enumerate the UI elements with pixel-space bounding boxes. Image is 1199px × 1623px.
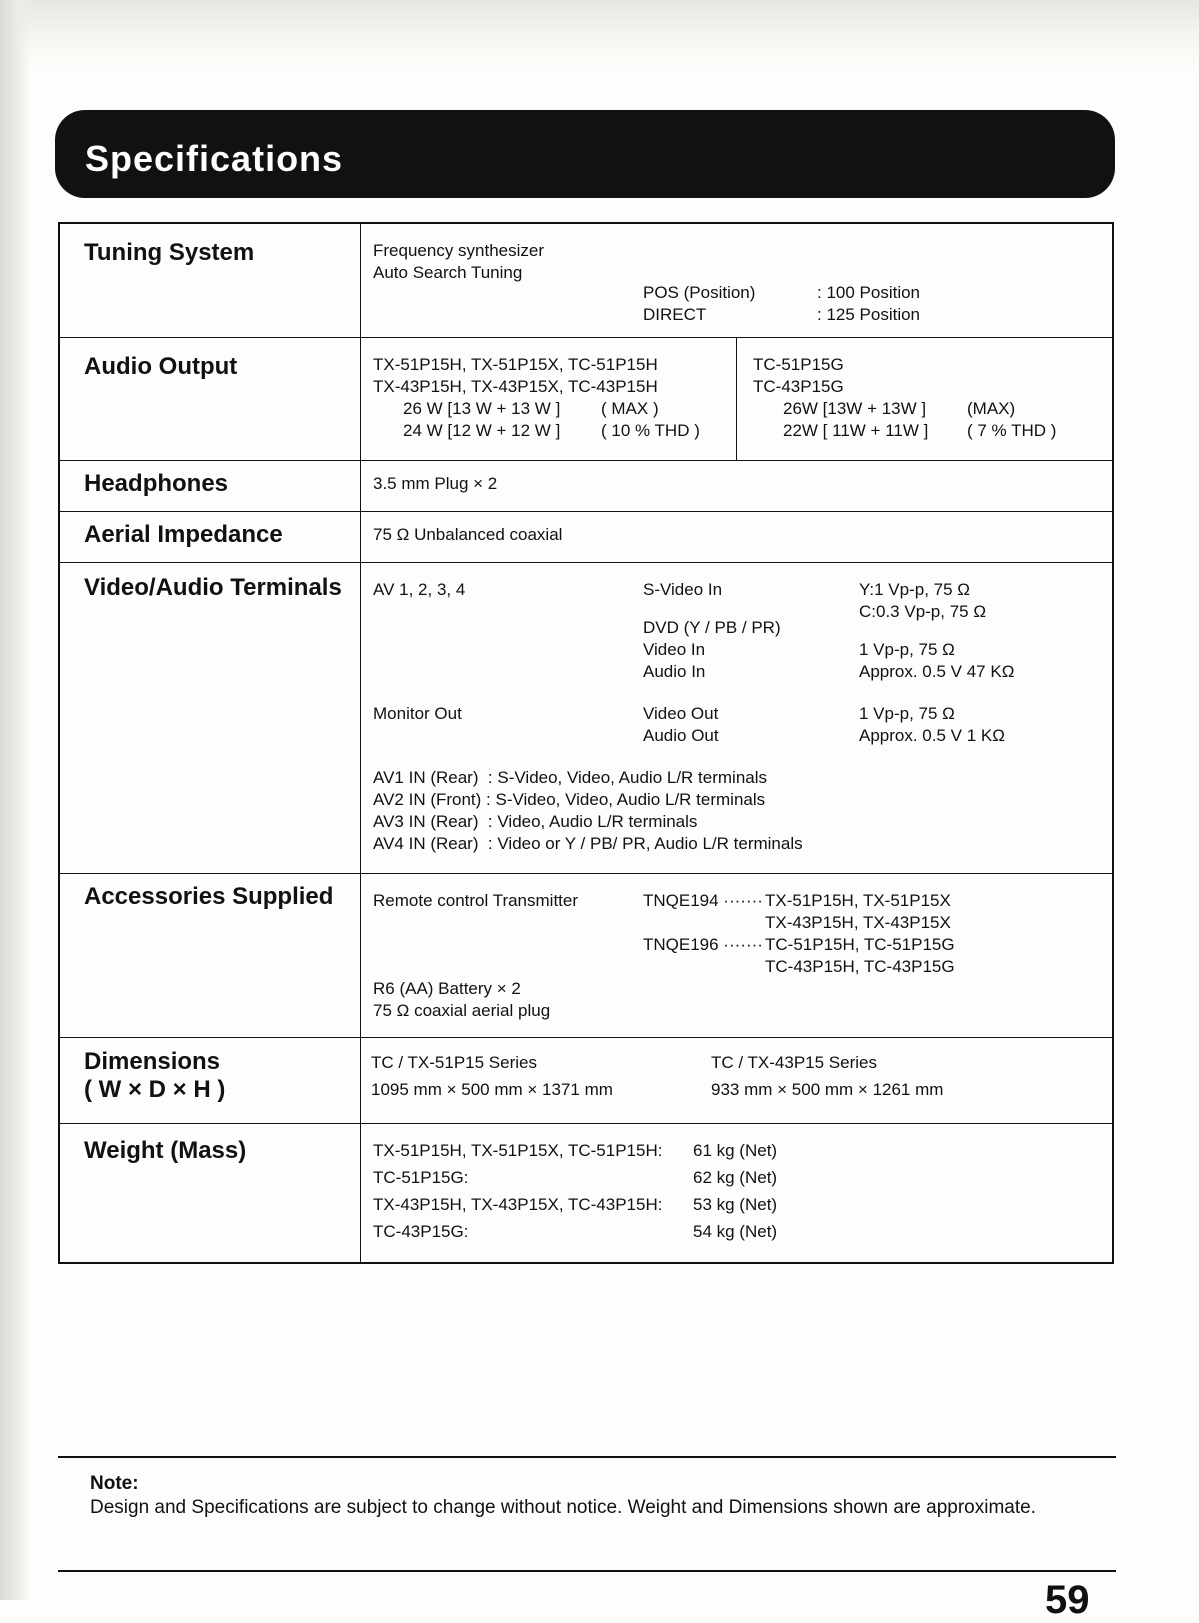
label-cell xyxy=(59,563,361,874)
terminals-svideo-y: Y:1 Vp-p, 75 Ω xyxy=(859,580,970,599)
note-top-rule xyxy=(58,1456,1116,1458)
audio-right-power1: 26W [13W + 13W ] xyxy=(783,399,927,418)
weight-model: TC-51P15G: xyxy=(373,1168,469,1187)
direct-value: : 125 Position xyxy=(817,305,921,324)
weight-model: TC-43P15G: xyxy=(373,1222,469,1241)
accessories-plug: 75 Ω coaxial aerial plug xyxy=(373,1001,551,1020)
row-label: Video/Audio Terminals xyxy=(84,574,342,601)
note-title: Note: xyxy=(90,1473,139,1494)
label-cell xyxy=(59,461,361,512)
terminals-av3: AV3 IN (Rear) : Video, Audio L/R terminals xyxy=(373,812,698,831)
row-label: Audio Output xyxy=(84,353,238,380)
audio-right-cond1: (MAX) xyxy=(967,399,1016,418)
label-cell xyxy=(59,338,361,461)
tuning-line2: Auto Search Tuning xyxy=(373,263,523,282)
row-label: Headphones xyxy=(84,470,229,497)
note-bottom-rule xyxy=(58,1570,1116,1572)
audio-right-models1: TC-51P15G xyxy=(753,355,844,374)
weight-value: 54 kg (Net) xyxy=(693,1222,778,1241)
terminals-audio-out: Audio Out xyxy=(643,726,719,745)
dimensions-label: Dimensions xyxy=(84,1048,221,1075)
value-cell xyxy=(361,874,1114,1038)
specifications-table xyxy=(58,222,1114,1264)
dimensions-series2: TC / TX-43P15 Series xyxy=(711,1053,877,1072)
scan-shading-left xyxy=(0,0,30,1600)
pos-value: : 100 Position xyxy=(817,283,921,302)
dimensions-value2: 933 mm × 500 mm × 1261 mm xyxy=(711,1080,944,1099)
terminals-svideo-c: C:0.3 Vp-p, 75 Ω xyxy=(859,602,987,621)
terminals-svideo-in: S-Video In xyxy=(643,580,723,599)
accessories-tnqe194: TNQE194 ······· xyxy=(643,891,763,910)
terminals-monitor-out: Monitor Out xyxy=(373,704,462,723)
pos-label: POS (Position) xyxy=(643,283,756,302)
page-title: Specifications xyxy=(85,138,344,179)
label-cell xyxy=(59,1124,361,1264)
terminals-audio-out-value: Approx. 0.5 V 1 KΩ xyxy=(859,726,1005,745)
row-audio-output xyxy=(59,338,1113,461)
terminals-dvd: DVD (Y / PB / PR) xyxy=(643,618,781,637)
page-number: 59 xyxy=(1045,1578,1090,1622)
audio-right-models2: TC-43P15G xyxy=(753,377,844,396)
accessories-tnqe196: TNQE196 ······· xyxy=(643,935,763,954)
row-label: Weight (Mass) xyxy=(84,1137,247,1164)
weight-model: TX-51P15H, TX-51P15X, TC-51P15H: xyxy=(373,1141,663,1160)
accessories-tnqe194-models1: TX-51P15H, TX-51P15X xyxy=(765,891,951,910)
weight-value: 62 kg (Net) xyxy=(693,1168,778,1187)
direct-label: DIRECT xyxy=(643,305,707,324)
row-label: Aerial Impedance xyxy=(84,521,283,548)
terminals-video-out-value: 1 Vp-p, 75 Ω xyxy=(859,704,955,723)
accessories-tnqe194-models2: TX-43P15H, TX-43P15X xyxy=(765,913,951,932)
label-cell xyxy=(59,223,361,338)
value-cell xyxy=(361,1124,1114,1264)
value-cell xyxy=(361,563,1114,874)
tuning-line1: Frequency synthesizer xyxy=(373,241,545,260)
aerial-value: 75 Ω Unbalanced coaxial xyxy=(373,525,563,544)
dimensions-series1: TC / TX-51P15 Series xyxy=(371,1053,537,1072)
accessories-tnqe196-models2: TC-43P15H, TC-43P15G xyxy=(765,957,955,976)
terminals-audio-in: Audio In xyxy=(643,662,706,681)
row-label xyxy=(60,1038,360,1104)
row-video-audio-terminals xyxy=(59,563,1113,874)
row-label: Accessories Supplied xyxy=(84,883,334,910)
terminals-video-out: Video Out xyxy=(643,704,719,723)
audio-left-cond2: ( 10 % THD ) xyxy=(601,421,700,440)
label-cell xyxy=(59,874,361,1038)
audio-left-models1: TX-51P15H, TX-51P15X, TC-51P15H xyxy=(373,355,658,374)
accessories-tnqe196-models1: TC-51P15H, TC-51P15G xyxy=(765,935,955,954)
row-weight xyxy=(59,1124,1113,1264)
audio-left-power1: 26 W [13 W + 13 W ] xyxy=(403,399,561,418)
audio-left-power2: 24 W [12 W + 12 W ] xyxy=(403,421,561,440)
value-cell xyxy=(361,512,1114,563)
value-cell xyxy=(361,1038,1114,1124)
dimensions-value1: 1095 mm × 500 mm × 1371 mm xyxy=(371,1080,613,1099)
value-cell xyxy=(361,223,1114,338)
row-headphones xyxy=(59,461,1113,512)
terminals-video-in-value: 1 Vp-p, 75 Ω xyxy=(859,640,955,659)
note-text: Design and Specifications are subject to change without notice. Weight and Dimensions shown are approximate. xyxy=(90,1497,1036,1518)
label-cell xyxy=(59,512,361,563)
terminals-audio-in-value: Approx. 0.5 V 47 KΩ xyxy=(859,662,1015,681)
weight-value: 61 kg (Net) xyxy=(693,1141,778,1160)
row-label: Tuning System xyxy=(84,239,255,266)
title-banner xyxy=(55,110,1115,198)
audio-left-cond1: ( MAX ) xyxy=(601,399,659,418)
terminals-av4: AV4 IN (Rear) : Video or Y / PB/ PR, Audio L/R terminals xyxy=(373,834,803,853)
audio-right-cond2: ( 7 % THD ) xyxy=(967,421,1057,440)
value-cell xyxy=(361,461,1114,512)
audio-right-power2: 22W [ 11W + 11W ] xyxy=(783,421,929,440)
row-accessories-supplied xyxy=(59,874,1113,1038)
terminals-av2: AV2 IN (Front) : S-Video, Video, Audio L/R terminals xyxy=(373,790,766,809)
weight-model: TX-43P15H, TX-43P15X, TC-43P15H: xyxy=(373,1195,663,1214)
scan-shading-top xyxy=(0,0,1199,70)
row-aerial-impedance xyxy=(59,512,1113,563)
accessories-battery: R6 (AA) Battery × 2 xyxy=(373,979,521,998)
label-cell xyxy=(59,1038,361,1124)
terminals-av1: AV1 IN (Rear) : S-Video, Video, Audio L/R terminals xyxy=(373,768,768,787)
accessories-remote: Remote control Transmitter xyxy=(373,891,579,910)
audio-divider xyxy=(736,338,737,460)
row-tuning-system xyxy=(59,223,1113,338)
terminals-av: AV 1, 2, 3, 4 xyxy=(373,580,466,599)
value-cell xyxy=(361,338,1114,461)
terminals-video-in: Video In xyxy=(643,640,706,659)
dimensions-sublabel: ( W × D × H ) xyxy=(84,1076,226,1103)
row-dimensions xyxy=(59,1038,1113,1124)
audio-left-models2: TX-43P15H, TX-43P15X, TC-43P15H xyxy=(373,377,658,396)
weight-value: 53 kg (Net) xyxy=(693,1195,778,1214)
headphones-value: 3.5 mm Plug × 2 xyxy=(373,474,498,493)
